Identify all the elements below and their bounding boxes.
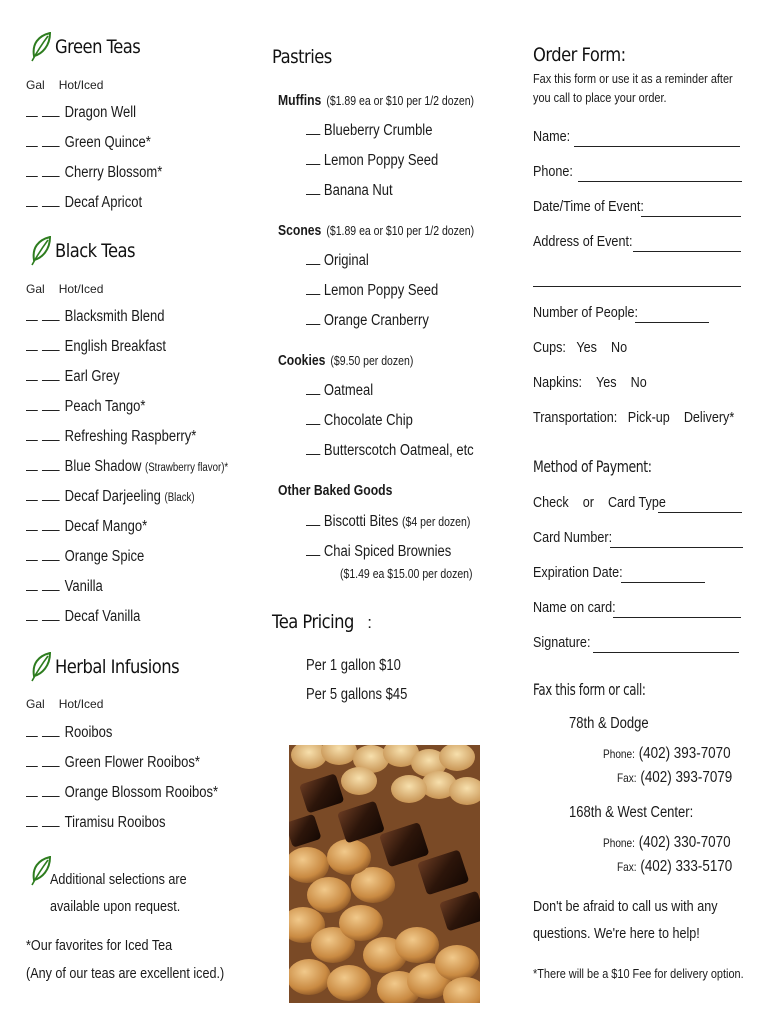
pastry-item[interactable]	[306, 513, 502, 531]
num-people-blank[interactable]	[635, 309, 709, 323]
gal-blank[interactable]	[26, 134, 38, 147]
hot-iced-blank[interactable]	[42, 164, 60, 177]
gal-blank[interactable]	[26, 578, 38, 591]
payment-heading: Method of Payment:	[533, 457, 652, 476]
pastry-photo	[289, 745, 480, 1003]
hot-iced-blank[interactable]	[42, 368, 60, 381]
date-time-field[interactable]: Date/Time of Event:	[533, 198, 644, 215]
num-people-field[interactable]: Number of People:	[533, 304, 639, 321]
pastry-name: Biscotti Bites	[323, 513, 399, 530]
phone-field[interactable]: Phone:	[533, 163, 573, 180]
card-number-blank[interactable]	[610, 534, 743, 548]
gal-blank[interactable]	[26, 724, 38, 737]
pastry-item[interactable]	[306, 382, 386, 400]
tea-row[interactable]	[26, 754, 233, 772]
tea-name: Green Flower Rooibos*	[64, 754, 200, 771]
tea-name: Decaf Vanilla	[64, 608, 141, 625]
tea-row[interactable]	[26, 338, 193, 356]
order-intro-2: you call to place your order.	[533, 90, 667, 105]
tea-name: Earl Grey	[64, 368, 120, 385]
gal-blank[interactable]	[26, 308, 38, 321]
tea-note: (Strawberry flavor)*	[144, 462, 229, 474]
signature-blank[interactable]	[593, 639, 739, 653]
black-teas-columns	[26, 282, 117, 296]
hot-iced-blank[interactable]	[42, 398, 60, 411]
tea-pricing-heading: Tea Pricing :	[272, 611, 372, 633]
gal-blank[interactable]	[26, 104, 38, 117]
hot-iced-blank[interactable]	[42, 134, 60, 147]
gal-blank[interactable]	[26, 338, 38, 351]
herbal-title: Herbal Infusions	[55, 656, 180, 678]
qty-blank[interactable]	[306, 382, 320, 395]
tea-name: Orange Blossom Rooibos*	[64, 784, 219, 801]
tea-name: Blacksmith Blend	[64, 308, 165, 325]
tea-price-1: Per 1 gallon $10	[306, 657, 401, 674]
loc1-fax: Fax: (402) 393-7079	[617, 769, 733, 786]
tea-row[interactable]	[26, 488, 227, 506]
hot-iced-blank[interactable]	[42, 754, 60, 767]
order-form-heading: Order Form:	[533, 44, 626, 66]
hot-iced-blank[interactable]	[42, 308, 60, 321]
qty-blank[interactable]	[306, 442, 320, 455]
col-hot-iced-label: Hot/Iced	[58, 78, 104, 92]
pastry-item[interactable]	[306, 412, 433, 430]
hot-iced-blank[interactable]	[42, 724, 60, 737]
tea-name: Decaf Darjeeling	[64, 488, 161, 505]
tea-name: Blue Shadow	[64, 458, 142, 475]
card-type-blank[interactable]	[658, 499, 742, 513]
pastry-name: Blueberry Crumble	[323, 122, 433, 139]
delivery-fee-note: *There will be a $10 Fee for delivery option.	[533, 966, 744, 981]
pastry-photo-art	[289, 745, 480, 1003]
hot-iced-blank[interactable]	[42, 488, 60, 501]
tea-row[interactable]	[26, 104, 157, 122]
cups-option[interactable]: Cups: Yes No	[533, 339, 628, 356]
loc2-fax: Fax: (402) 333-5170	[617, 858, 733, 875]
phone-blank[interactable]	[578, 168, 742, 182]
hot-iced-blank[interactable]	[42, 428, 60, 441]
green-teas-title: Green Teas	[55, 36, 141, 58]
qty-blank[interactable]	[306, 182, 320, 195]
location-1: 78th & Dodge	[569, 715, 649, 732]
brownie-price: ($1.49 ea $15.00 per dozen)	[340, 567, 473, 581]
qty-blank[interactable]	[306, 312, 320, 325]
favorites-note-2: (Any of our teas are excellent iced.)	[26, 965, 225, 982]
additional-note-1: Additional selections are	[50, 871, 187, 888]
tea-row[interactable]	[26, 428, 229, 446]
pastry-name: Lemon Poppy Seed	[323, 152, 439, 169]
tea-row[interactable]	[26, 578, 117, 596]
gal-blank[interactable]	[26, 754, 38, 767]
pastry-name: Chocolate Chip	[323, 412, 413, 429]
tea-row[interactable]	[26, 368, 137, 386]
gal-blank[interactable]	[26, 518, 38, 531]
date-time-blank[interactable]	[641, 203, 741, 217]
loc1-phone: Phone: (402) 393-7070	[603, 745, 731, 762]
tea-name: Tiramisu Rooibos	[64, 814, 166, 831]
tea-name: Decaf Mango*	[64, 518, 148, 535]
order-intro-1: Fax this form or use it as a reminder after	[533, 71, 733, 86]
pastry-item[interactable]	[306, 282, 463, 300]
signature-field[interactable]: Signature:	[533, 634, 591, 651]
tea-row[interactable]	[26, 134, 175, 152]
hot-iced-blank[interactable]	[42, 608, 60, 621]
pastry-item[interactable]	[306, 252, 381, 270]
leaf-icon	[30, 236, 52, 266]
tea-name: Refreshing Raspberry*	[64, 428, 197, 445]
hot-iced-blank[interactable]	[42, 338, 60, 351]
gal-blank[interactable]	[26, 814, 38, 827]
gal-blank[interactable]	[26, 368, 38, 381]
pastry-name: Chai Spiced Brownies	[323, 543, 452, 560]
muffins-category: Muffins ($1.89 ea or $10 per 1/2 dozen)	[278, 93, 475, 109]
tea-name: Peach Tango*	[64, 398, 146, 415]
qty-blank[interactable]	[306, 412, 320, 425]
address-blank[interactable]	[633, 238, 741, 252]
pastry-item[interactable]	[306, 543, 479, 561]
green-teas-columns	[26, 78, 117, 92]
col-gal-label: Gal	[26, 78, 45, 92]
gal-blank[interactable]	[26, 784, 38, 797]
tea-row[interactable]	[26, 548, 167, 566]
scones-category: Scones ($1.89 ea or $10 per 1/2 dozen)	[278, 223, 475, 239]
qty-blank[interactable]	[306, 543, 320, 556]
location-2: 168th & West Center:	[569, 804, 694, 821]
tea-name: Rooibos	[64, 724, 113, 741]
pastry-name: Banana Nut	[323, 182, 393, 199]
expiration-blank[interactable]	[621, 569, 705, 583]
hot-iced-blank[interactable]	[42, 548, 60, 561]
fax-heading: Fax this form or call:	[533, 680, 646, 699]
leaf-icon	[30, 32, 52, 62]
black-teas-heading	[30, 236, 148, 266]
col-hot-iced-label: Hot/Iced	[58, 282, 104, 296]
tea-row[interactable]	[26, 164, 188, 182]
pastry-name: Butterscotch Oatmeal, etc	[323, 442, 474, 459]
gal-blank[interactable]	[26, 458, 38, 471]
gal-blank[interactable]	[26, 164, 38, 177]
pastry-price: ($4 per dozen)	[402, 515, 471, 529]
tea-name: English Breakfast	[64, 338, 166, 355]
check-card-type-field[interactable]: Check or Card Type	[533, 494, 666, 511]
col-hot-iced-label: Hot/Iced	[58, 697, 104, 711]
favorites-note-1: *Our favorites for Iced Tea	[26, 937, 173, 954]
gal-blank[interactable]	[26, 608, 38, 621]
tea-row[interactable]	[26, 814, 192, 832]
black-teas-title: Black Teas	[55, 240, 136, 262]
green-teas-heading	[30, 32, 154, 62]
tea-row[interactable]	[26, 194, 164, 212]
help-text-2: questions. We're here to help!	[533, 925, 700, 942]
help-text-1: Don't be afraid to call us with any	[533, 898, 718, 915]
leaf-icon	[30, 856, 52, 886]
tea-name: Dragon Well	[64, 104, 137, 121]
card-number-field[interactable]: Card Number:	[533, 529, 613, 546]
hot-iced-blank[interactable]	[42, 578, 60, 591]
pastry-name: Oatmeal	[323, 382, 374, 399]
name-on-card-field[interactable]: Name on card:	[533, 599, 616, 616]
tea-price-2: Per 5 gallons $45	[306, 686, 408, 703]
additional-note-2: available upon request.	[50, 898, 181, 915]
gal-blank[interactable]	[26, 398, 38, 411]
hot-iced-blank[interactable]	[42, 518, 60, 531]
pastries-heading	[272, 46, 341, 68]
tea-name: Cherry Blossom*	[64, 164, 163, 181]
pastry-item[interactable]	[306, 312, 452, 330]
tea-row[interactable]	[26, 784, 255, 802]
qty-blank[interactable]	[306, 152, 320, 165]
hot-iced-blank[interactable]	[42, 104, 60, 117]
pastry-item[interactable]	[306, 442, 506, 460]
herbal-heading	[30, 652, 199, 682]
tea-row[interactable]	[26, 724, 129, 742]
hot-iced-blank[interactable]	[42, 458, 60, 471]
name-field[interactable]: Name:	[533, 128, 571, 145]
cookies-category: Cookies ($9.50 per dozen)	[278, 353, 414, 369]
tea-name: Orange Spice	[64, 548, 145, 565]
tea-row[interactable]	[26, 308, 191, 326]
tea-note: (Black)	[164, 492, 195, 504]
pastry-name: Lemon Poppy Seed	[323, 282, 439, 299]
transportation-option[interactable]: Transportation: Pick-up Delivery*	[533, 409, 735, 426]
address-blank-2[interactable]	[533, 273, 741, 287]
gal-blank[interactable]	[26, 488, 38, 501]
col-gal-label: Gal	[26, 697, 45, 711]
tea-name: Vanilla	[64, 578, 103, 595]
tea-row[interactable]	[26, 518, 170, 536]
pastry-name: Orange Cranberry	[323, 312, 429, 329]
col-gal-label: Gal	[26, 282, 45, 296]
gal-blank[interactable]	[26, 548, 38, 561]
pastry-item[interactable]	[306, 152, 463, 170]
pastry-item[interactable]	[306, 122, 457, 140]
other-baked-category: Other Baked Goods	[278, 483, 393, 499]
tea-row[interactable]	[26, 458, 267, 476]
name-blank[interactable]	[574, 133, 740, 147]
napkins-option[interactable]: Napkins: Yes No	[533, 374, 647, 391]
expiration-field[interactable]: Expiration Date:	[533, 564, 623, 581]
qty-blank[interactable]	[306, 122, 320, 135]
name-on-card-blank[interactable]	[613, 604, 741, 618]
pastry-item[interactable]	[306, 182, 409, 200]
hot-iced-blank[interactable]	[42, 814, 60, 827]
hot-iced-blank[interactable]	[42, 784, 60, 797]
leaf-icon	[30, 652, 52, 682]
loc2-phone: Phone: (402) 330-7070	[603, 834, 731, 851]
gal-blank[interactable]	[26, 194, 38, 207]
qty-blank[interactable]	[306, 282, 320, 295]
pastries-title: Pastries	[272, 46, 332, 68]
tea-name: Decaf Apricot	[64, 194, 143, 211]
qty-blank[interactable]	[306, 513, 320, 526]
hot-iced-blank[interactable]	[42, 194, 60, 207]
pastry-name: Original	[323, 252, 369, 269]
tea-name: Green Quince*	[64, 134, 151, 151]
address-field[interactable]: Address of Event:	[533, 233, 633, 250]
gal-blank[interactable]	[26, 428, 38, 441]
herbal-columns	[26, 697, 117, 711]
qty-blank[interactable]	[306, 252, 320, 265]
tea-row[interactable]	[26, 608, 162, 626]
tea-row[interactable]	[26, 398, 168, 416]
